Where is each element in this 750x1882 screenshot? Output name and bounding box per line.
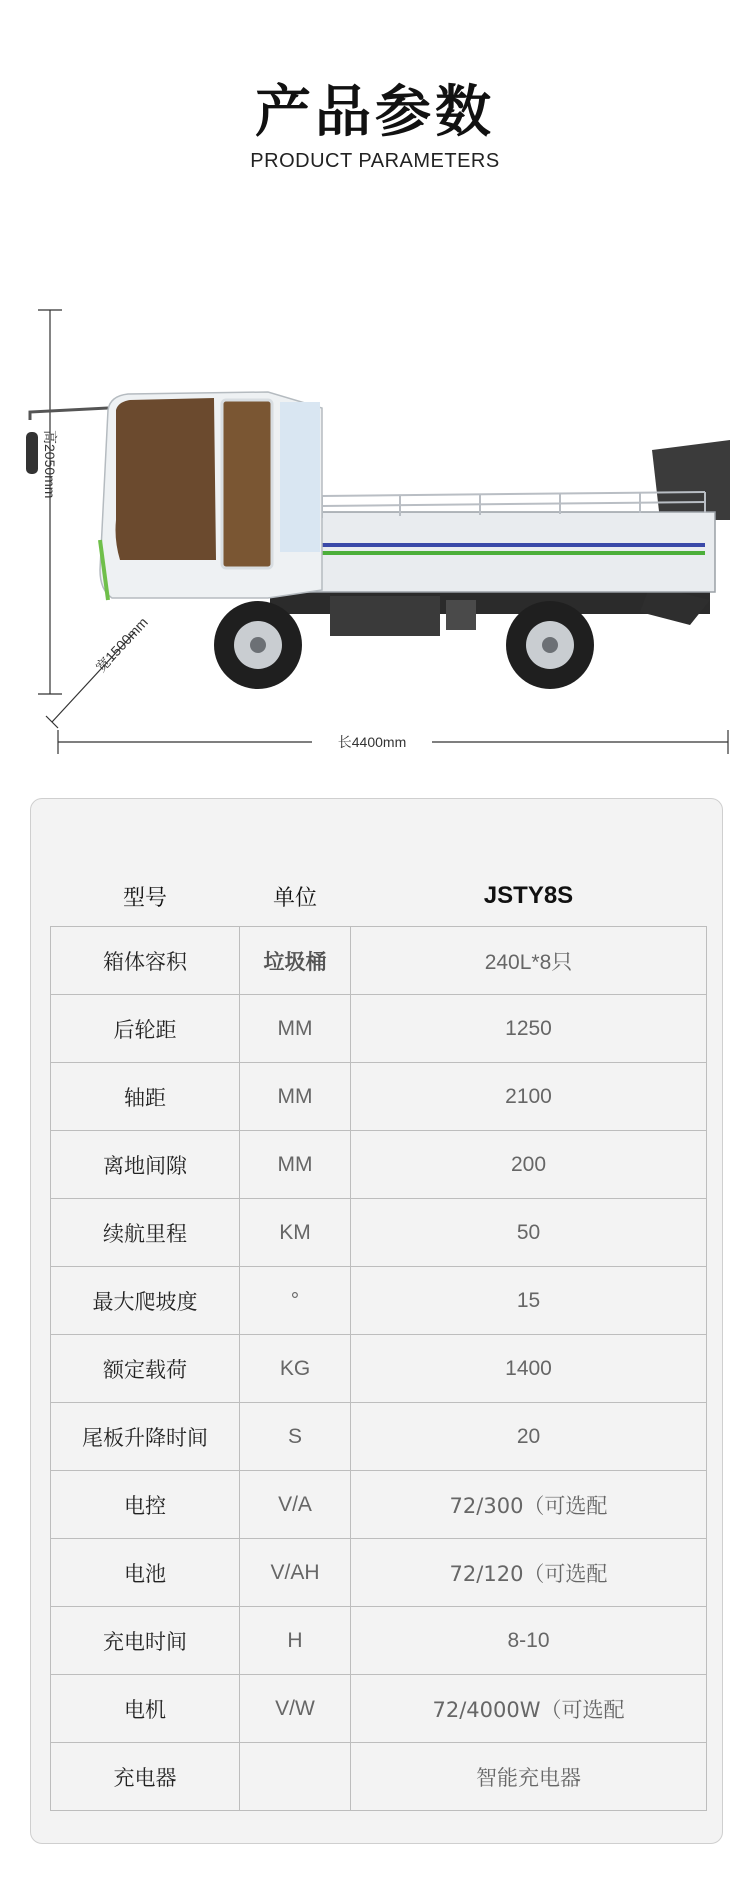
param-unit: MM [240, 995, 351, 1063]
table-row [51, 1471, 707, 1539]
param-value: 20 [351, 1403, 707, 1471]
param-value: 72/300（可选配 [351, 1471, 707, 1539]
header-unit-label: 单位 [272, 885, 317, 911]
width-label: 宽1500mm [92, 614, 151, 676]
param-name: 电控 [51, 1471, 240, 1539]
table-header-row [51, 866, 707, 927]
param-name: 离地间隙 [51, 1131, 240, 1199]
front-wheel [214, 601, 302, 689]
rear-wheel [506, 601, 594, 689]
param-name: 箱体容积 [51, 927, 240, 995]
table-row [51, 1607, 707, 1675]
param-unit: V/W [240, 1675, 351, 1743]
param-value: 50 [351, 1199, 707, 1267]
table-row [51, 1199, 707, 1267]
param-value: 2100 [351, 1063, 707, 1131]
param-unit: KM [240, 1199, 351, 1267]
param-unit: S [240, 1403, 351, 1471]
width-dimension [46, 614, 151, 728]
param-unit [240, 1743, 351, 1811]
table-row [51, 1335, 707, 1403]
param-value: 8-10 [351, 1607, 707, 1675]
length-dimension [58, 730, 728, 754]
table-row [51, 1403, 707, 1471]
page-subtitle: PRODUCT PARAMETERS [250, 150, 500, 172]
param-name: 尾板升降时间 [51, 1403, 240, 1471]
param-unit: V/AH [240, 1539, 351, 1607]
param-name: 电机 [51, 1675, 240, 1743]
param-unit: ° [240, 1267, 351, 1335]
param-unit: H [240, 1607, 351, 1675]
param-unit: 垃圾桶 [240, 927, 351, 995]
header-model-value: JSTY8S [483, 882, 574, 909]
spec-table [50, 866, 707, 1811]
param-name: 充电时间 [51, 1607, 240, 1675]
param-name: 轴距 [51, 1063, 240, 1131]
param-name: 最大爬坡度 [51, 1267, 240, 1335]
param-value: 1250 [351, 995, 707, 1063]
table-row [51, 927, 707, 995]
param-value: 200 [351, 1131, 707, 1199]
table-row [51, 1063, 707, 1131]
param-value: 智能充电器 [351, 1743, 707, 1811]
table-row [51, 995, 707, 1063]
param-unit: V/A [240, 1471, 351, 1539]
param-unit: MM [240, 1063, 351, 1131]
blue-stripe [305, 543, 705, 547]
param-name: 电池 [51, 1539, 240, 1607]
param-value: 72/4000W（可选配 [351, 1675, 707, 1743]
table-row [51, 1267, 707, 1335]
header-model-label: 型号 [122, 885, 167, 911]
param-value: 72/120（可选配 [351, 1539, 707, 1607]
table-row [51, 1675, 707, 1743]
height-label: 高2050mm [42, 430, 58, 499]
vehicle-dimension-figure [0, 290, 750, 760]
length-label: 长4400mm [337, 734, 407, 750]
param-value: 1400 [351, 1335, 707, 1403]
param-unit: KG [240, 1335, 351, 1403]
height-dimension [38, 310, 62, 694]
green-stripe [305, 551, 705, 555]
table-row [51, 1131, 707, 1199]
table-row [51, 1539, 707, 1607]
param-name: 额定载荷 [51, 1335, 240, 1403]
param-name: 充电器 [51, 1743, 240, 1811]
param-name: 续航里程 [51, 1199, 240, 1267]
param-unit: MM [240, 1131, 351, 1199]
param-value: 15 [351, 1267, 707, 1335]
param-value: 240L*8只 [351, 927, 707, 995]
page-title: 产品参数 [255, 80, 495, 145]
param-name: 后轮距 [51, 995, 240, 1063]
table-row [51, 1743, 707, 1811]
